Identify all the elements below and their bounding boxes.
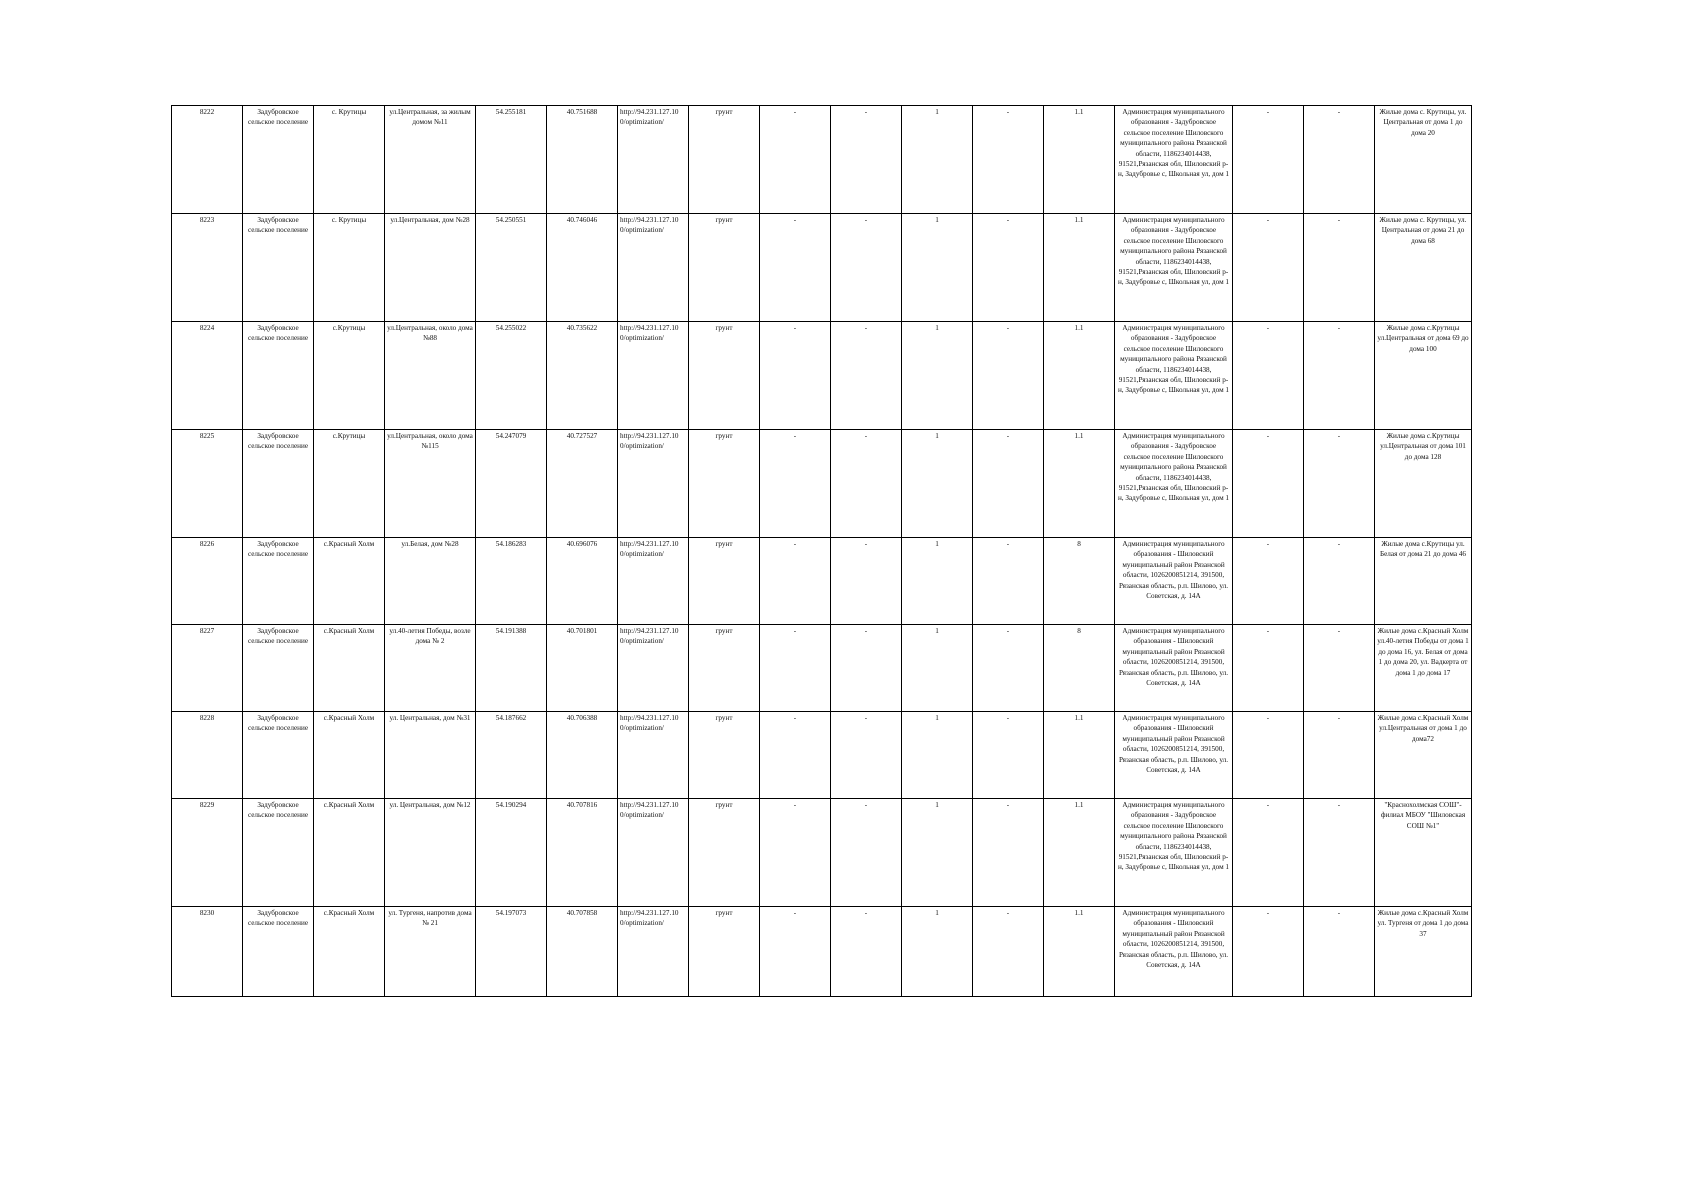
latitude-cell: 54.190294 bbox=[476, 799, 547, 907]
owner-cell: Администрация муниципального образования - Шиловский муниципальный район Рязанской области, 1026200851214, 391500, Рязанская область, р.п. Шилово, ул. Советская, д. 14А bbox=[1115, 907, 1233, 997]
empty-cell: - bbox=[973, 907, 1044, 997]
owner-cell: Администрация муниципального образования - Задубровское сельское поселение Шиловского муниципального района Рязанской области, 1186234014438, 91521,Рязанская обл, Шиловский р-н, Задубровье с, Школьная ул, дом 1 bbox=[1115, 430, 1233, 538]
latitude-cell: 54.247079 bbox=[476, 430, 547, 538]
empty-cell: - bbox=[760, 214, 831, 322]
table-row bbox=[172, 106, 1472, 214]
address-cell: ул.Центральная, около дома №115 bbox=[385, 430, 476, 538]
empty-cell: - bbox=[1233, 106, 1304, 214]
empty-cell: - bbox=[973, 214, 1044, 322]
table-row bbox=[172, 214, 1472, 322]
locality-cell: с.Красный Холм bbox=[314, 538, 385, 625]
sources-cell: Жилые дома с.Красный Холм ул. Тургеня от дома 1 до дома 37 bbox=[1375, 907, 1472, 997]
empty-cell: - bbox=[760, 907, 831, 997]
volume-cell: 8 bbox=[1044, 625, 1115, 712]
container-count-cell: 1 bbox=[902, 430, 973, 538]
latitude-cell: 54.197073 bbox=[476, 907, 547, 997]
map-link-cell[interactable]: http://94.231.127.10 0/optimization/ bbox=[618, 625, 689, 712]
table-row bbox=[172, 712, 1472, 799]
table-row bbox=[172, 625, 1472, 712]
table-row bbox=[172, 430, 1472, 538]
container-count-cell: 1 bbox=[902, 907, 973, 997]
latitude-cell: 54.255181 bbox=[476, 106, 547, 214]
settlement-cell: Задубровское сельское поселение bbox=[243, 538, 314, 625]
volume-cell: 1.1 bbox=[1044, 214, 1115, 322]
empty-cell: - bbox=[831, 625, 902, 712]
volume-cell: 1.1 bbox=[1044, 712, 1115, 799]
empty-cell: - bbox=[1233, 538, 1304, 625]
container-count-cell: 1 bbox=[902, 538, 973, 625]
empty-cell: - bbox=[760, 430, 831, 538]
sources-cell: Жилые дома с. Крутицы, ул. Центральная от дома 1 до дома 20 bbox=[1375, 106, 1472, 214]
empty-cell: - bbox=[831, 430, 902, 538]
empty-cell: - bbox=[760, 799, 831, 907]
empty-cell: - bbox=[1304, 322, 1375, 430]
row-number: 8228 bbox=[172, 712, 243, 799]
container-count-cell: 1 bbox=[902, 322, 973, 430]
empty-cell: - bbox=[1304, 214, 1375, 322]
map-link-cell[interactable]: http://94.231.127.10 0/optimization/ bbox=[618, 322, 689, 430]
empty-cell: - bbox=[1304, 106, 1375, 214]
volume-cell: 8 bbox=[1044, 538, 1115, 625]
surface-cell: грунт bbox=[689, 799, 760, 907]
latitude-cell: 54.250551 bbox=[476, 214, 547, 322]
sources-cell: Жилые дома с. Крутицы, ул. Центральная от дома 21 до дома 68 bbox=[1375, 214, 1472, 322]
sources-cell: Жилые дома с.Крутицы ул.Центральная от дома 69 до дома 100 bbox=[1375, 322, 1472, 430]
map-link-cell[interactable]: http://94.231.127.10 0/optimization/ bbox=[618, 799, 689, 907]
container-count-cell: 1 bbox=[902, 625, 973, 712]
row-number: 8226 bbox=[172, 538, 243, 625]
empty-cell: - bbox=[831, 799, 902, 907]
settlement-cell: Задубровское сельское поселение bbox=[243, 430, 314, 538]
locality-cell: с.Красный Холм bbox=[314, 625, 385, 712]
empty-cell: - bbox=[831, 214, 902, 322]
empty-cell: - bbox=[1233, 214, 1304, 322]
volume-cell: 1.1 bbox=[1044, 430, 1115, 538]
registry-table bbox=[171, 105, 1472, 997]
longitude-cell: 40.727527 bbox=[547, 430, 618, 538]
longitude-cell: 40.706388 bbox=[547, 712, 618, 799]
empty-cell: - bbox=[760, 106, 831, 214]
empty-cell: - bbox=[760, 322, 831, 430]
address-cell: ул.Центральная, за жилым домом №11 bbox=[385, 106, 476, 214]
address-cell: ул.Белая, дом №28 bbox=[385, 538, 476, 625]
empty-cell: - bbox=[1233, 799, 1304, 907]
owner-cell: Администрация муниципального образования - Задубровское сельское поселение Шиловского муниципального района Рязанской области, 1186234014438, 91521,Рязанская обл, Шиловский р-н, Задубровье с, Школьная ул, дом 1 bbox=[1115, 106, 1233, 214]
sources-cell: Жилые дома с.Крутицы ул. Белая от дома 21 до дома 46 bbox=[1375, 538, 1472, 625]
empty-cell: - bbox=[1304, 538, 1375, 625]
row-number: 8227 bbox=[172, 625, 243, 712]
container-count-cell: 1 bbox=[902, 106, 973, 214]
map-link-cell[interactable]: http://94.231.127.10 0/optimization/ bbox=[618, 430, 689, 538]
empty-cell: - bbox=[1304, 430, 1375, 538]
surface-cell: грунт bbox=[689, 322, 760, 430]
settlement-cell: Задубровское сельское поселение bbox=[243, 907, 314, 997]
surface-cell: грунт bbox=[689, 430, 760, 538]
owner-cell: Администрация муниципального образования - Задубровское сельское поселение Шиловского муниципального района Рязанской области, 1186234014438, 91521,Рязанская обл, Шиловский р-н, Задубровье с, Школьная ул, дом 1 bbox=[1115, 799, 1233, 907]
latitude-cell: 54.186283 bbox=[476, 538, 547, 625]
empty-cell: - bbox=[760, 538, 831, 625]
empty-cell: - bbox=[760, 625, 831, 712]
empty-cell: - bbox=[1304, 907, 1375, 997]
locality-cell: с. Крутицы bbox=[314, 106, 385, 214]
volume-cell: 1.1 bbox=[1044, 322, 1115, 430]
volume-cell: 1.1 bbox=[1044, 907, 1115, 997]
settlement-cell: Задубровское сельское поселение bbox=[243, 106, 314, 214]
address-cell: ул.Центральная, около дома №88 bbox=[385, 322, 476, 430]
locality-cell: с.Крутицы bbox=[314, 430, 385, 538]
sources-cell: Жилые дома с.Красный Холм ул.Центральная от дома 1 до дома72 bbox=[1375, 712, 1472, 799]
row-number: 8223 bbox=[172, 214, 243, 322]
empty-cell: - bbox=[1304, 712, 1375, 799]
locality-cell: с.Красный Холм bbox=[314, 712, 385, 799]
owner-cell: Администрация муниципального образования - Задубровское сельское поселение Шиловского муниципального района Рязанской области, 1186234014438, 91521,Рязанская обл, Шиловский р-н, Задубровье с, Школьная ул, дом 1 bbox=[1115, 322, 1233, 430]
empty-cell: - bbox=[973, 322, 1044, 430]
empty-cell: - bbox=[1304, 625, 1375, 712]
empty-cell: - bbox=[1233, 322, 1304, 430]
container-count-cell: 1 bbox=[902, 214, 973, 322]
longitude-cell: 40.735622 bbox=[547, 322, 618, 430]
empty-cell: - bbox=[1304, 799, 1375, 907]
longitude-cell: 40.701801 bbox=[547, 625, 618, 712]
owner-cell: Администрация муниципального образования - Шиловский муниципальный район Рязанской области, 1026200851214, 391500, Рязанская область, р.п. Шилово, ул. Советская, д. 14А bbox=[1115, 625, 1233, 712]
surface-cell: грунт bbox=[689, 106, 760, 214]
address-cell: ул.40-летия Победы, возле дома № 2 bbox=[385, 625, 476, 712]
surface-cell: грунт bbox=[689, 538, 760, 625]
empty-cell: - bbox=[973, 538, 1044, 625]
locality-cell: с.Красный Холм bbox=[314, 799, 385, 907]
map-link-cell[interactable]: http://94.231.127.10 0/optimization/ bbox=[618, 712, 689, 799]
owner-cell: Администрация муниципального образования - Задубровское сельское поселение Шиловского муниципального района Рязанской области, 1186234014438, 91521,Рязанская обл, Шиловский р-н, Задубровье с, Школьная ул, дом 1 bbox=[1115, 214, 1233, 322]
empty-cell: - bbox=[1233, 430, 1304, 538]
map-link-cell[interactable]: http://94.231.127.10 0/optimization/ bbox=[618, 538, 689, 625]
row-number: 8230 bbox=[172, 907, 243, 997]
empty-cell: - bbox=[831, 106, 902, 214]
empty-cell: - bbox=[973, 799, 1044, 907]
surface-cell: грунт bbox=[689, 712, 760, 799]
empty-cell: - bbox=[973, 625, 1044, 712]
row-number: 8225 bbox=[172, 430, 243, 538]
locality-cell: с.Крутицы bbox=[314, 322, 385, 430]
table-row bbox=[172, 538, 1472, 625]
sources-cell: "Краснохолмская СОШ"- филиал МБОУ "Шиловская СОШ №1" bbox=[1375, 799, 1472, 907]
volume-cell: 1.1 bbox=[1044, 106, 1115, 214]
settlement-cell: Задубровское сельское поселение bbox=[243, 625, 314, 712]
latitude-cell: 54.191388 bbox=[476, 625, 547, 712]
latitude-cell: 54.187662 bbox=[476, 712, 547, 799]
empty-cell: - bbox=[973, 106, 1044, 214]
settlement-cell: Задубровское сельское поселение bbox=[243, 322, 314, 430]
row-number: 8222 bbox=[172, 106, 243, 214]
table-row bbox=[172, 907, 1472, 997]
owner-cell: Администрация муниципального образования - Шиловский муниципальный район Рязанской области, 1026200851214, 391500, Рязанская область, р.п. Шилово, ул. Советская, д. 14А bbox=[1115, 712, 1233, 799]
longitude-cell: 40.707858 bbox=[547, 907, 618, 997]
settlement-cell: Задубровское сельское поселение bbox=[243, 799, 314, 907]
surface-cell: грунт bbox=[689, 214, 760, 322]
container-count-cell: 1 bbox=[902, 712, 973, 799]
address-cell: ул.Центральная, дом №28 bbox=[385, 214, 476, 322]
address-cell: ул. Центральная, дом №12 bbox=[385, 799, 476, 907]
surface-cell: грунт bbox=[689, 907, 760, 997]
empty-cell: - bbox=[831, 538, 902, 625]
empty-cell: - bbox=[1233, 625, 1304, 712]
settlement-cell: Задубровское сельское поселение bbox=[243, 712, 314, 799]
table-row bbox=[172, 322, 1472, 430]
empty-cell: - bbox=[831, 322, 902, 430]
empty-cell: - bbox=[831, 907, 902, 997]
latitude-cell: 54.255022 bbox=[476, 322, 547, 430]
empty-cell: - bbox=[1233, 712, 1304, 799]
empty-cell: - bbox=[973, 430, 1044, 538]
locality-cell: с. Крутицы bbox=[314, 214, 385, 322]
address-cell: ул. Тургеня, напротив дома № 21 bbox=[385, 907, 476, 997]
map-link-cell[interactable]: http://94.231.127.10 0/optimization/ bbox=[618, 106, 689, 214]
address-cell: ул. Центральная, дом №31 bbox=[385, 712, 476, 799]
sources-cell: Жилые дома с.Красный Холм ул.40-летия Победы от дома 1 до дома 16, ул. Белая от дома 1 до дома 20, ул. Вадкерта от дома 1 до дома 17 bbox=[1375, 625, 1472, 712]
row-number: 8224 bbox=[172, 322, 243, 430]
settlement-cell: Задубровское сельское поселение bbox=[243, 214, 314, 322]
longitude-cell: 40.696076 bbox=[547, 538, 618, 625]
row-number: 8229 bbox=[172, 799, 243, 907]
longitude-cell: 40.746046 bbox=[547, 214, 618, 322]
longitude-cell: 40.751688 bbox=[547, 106, 618, 214]
container-count-cell: 1 bbox=[902, 799, 973, 907]
sources-cell: Жилые дома с.Крутицы ул.Центральная от дома 101 до дома 128 bbox=[1375, 430, 1472, 538]
table-row bbox=[172, 799, 1472, 907]
longitude-cell: 40.707816 bbox=[547, 799, 618, 907]
empty-cell: - bbox=[831, 712, 902, 799]
map-link-cell[interactable]: http://94.231.127.10 0/optimization/ bbox=[618, 907, 689, 997]
locality-cell: с.Красный Холм bbox=[314, 907, 385, 997]
owner-cell: Администрация муниципального образования - Шиловский муниципальный район Рязанской области, 1026200851214, 391500, Рязанская область, р.п. Шилово, ул. Советская, д. 14А bbox=[1115, 538, 1233, 625]
empty-cell: - bbox=[760, 712, 831, 799]
surface-cell: грунт bbox=[689, 625, 760, 712]
volume-cell: 1.1 bbox=[1044, 799, 1115, 907]
empty-cell: - bbox=[1233, 907, 1304, 997]
empty-cell: - bbox=[973, 712, 1044, 799]
map-link-cell[interactable]: http://94.231.127.10 0/optimization/ bbox=[618, 214, 689, 322]
